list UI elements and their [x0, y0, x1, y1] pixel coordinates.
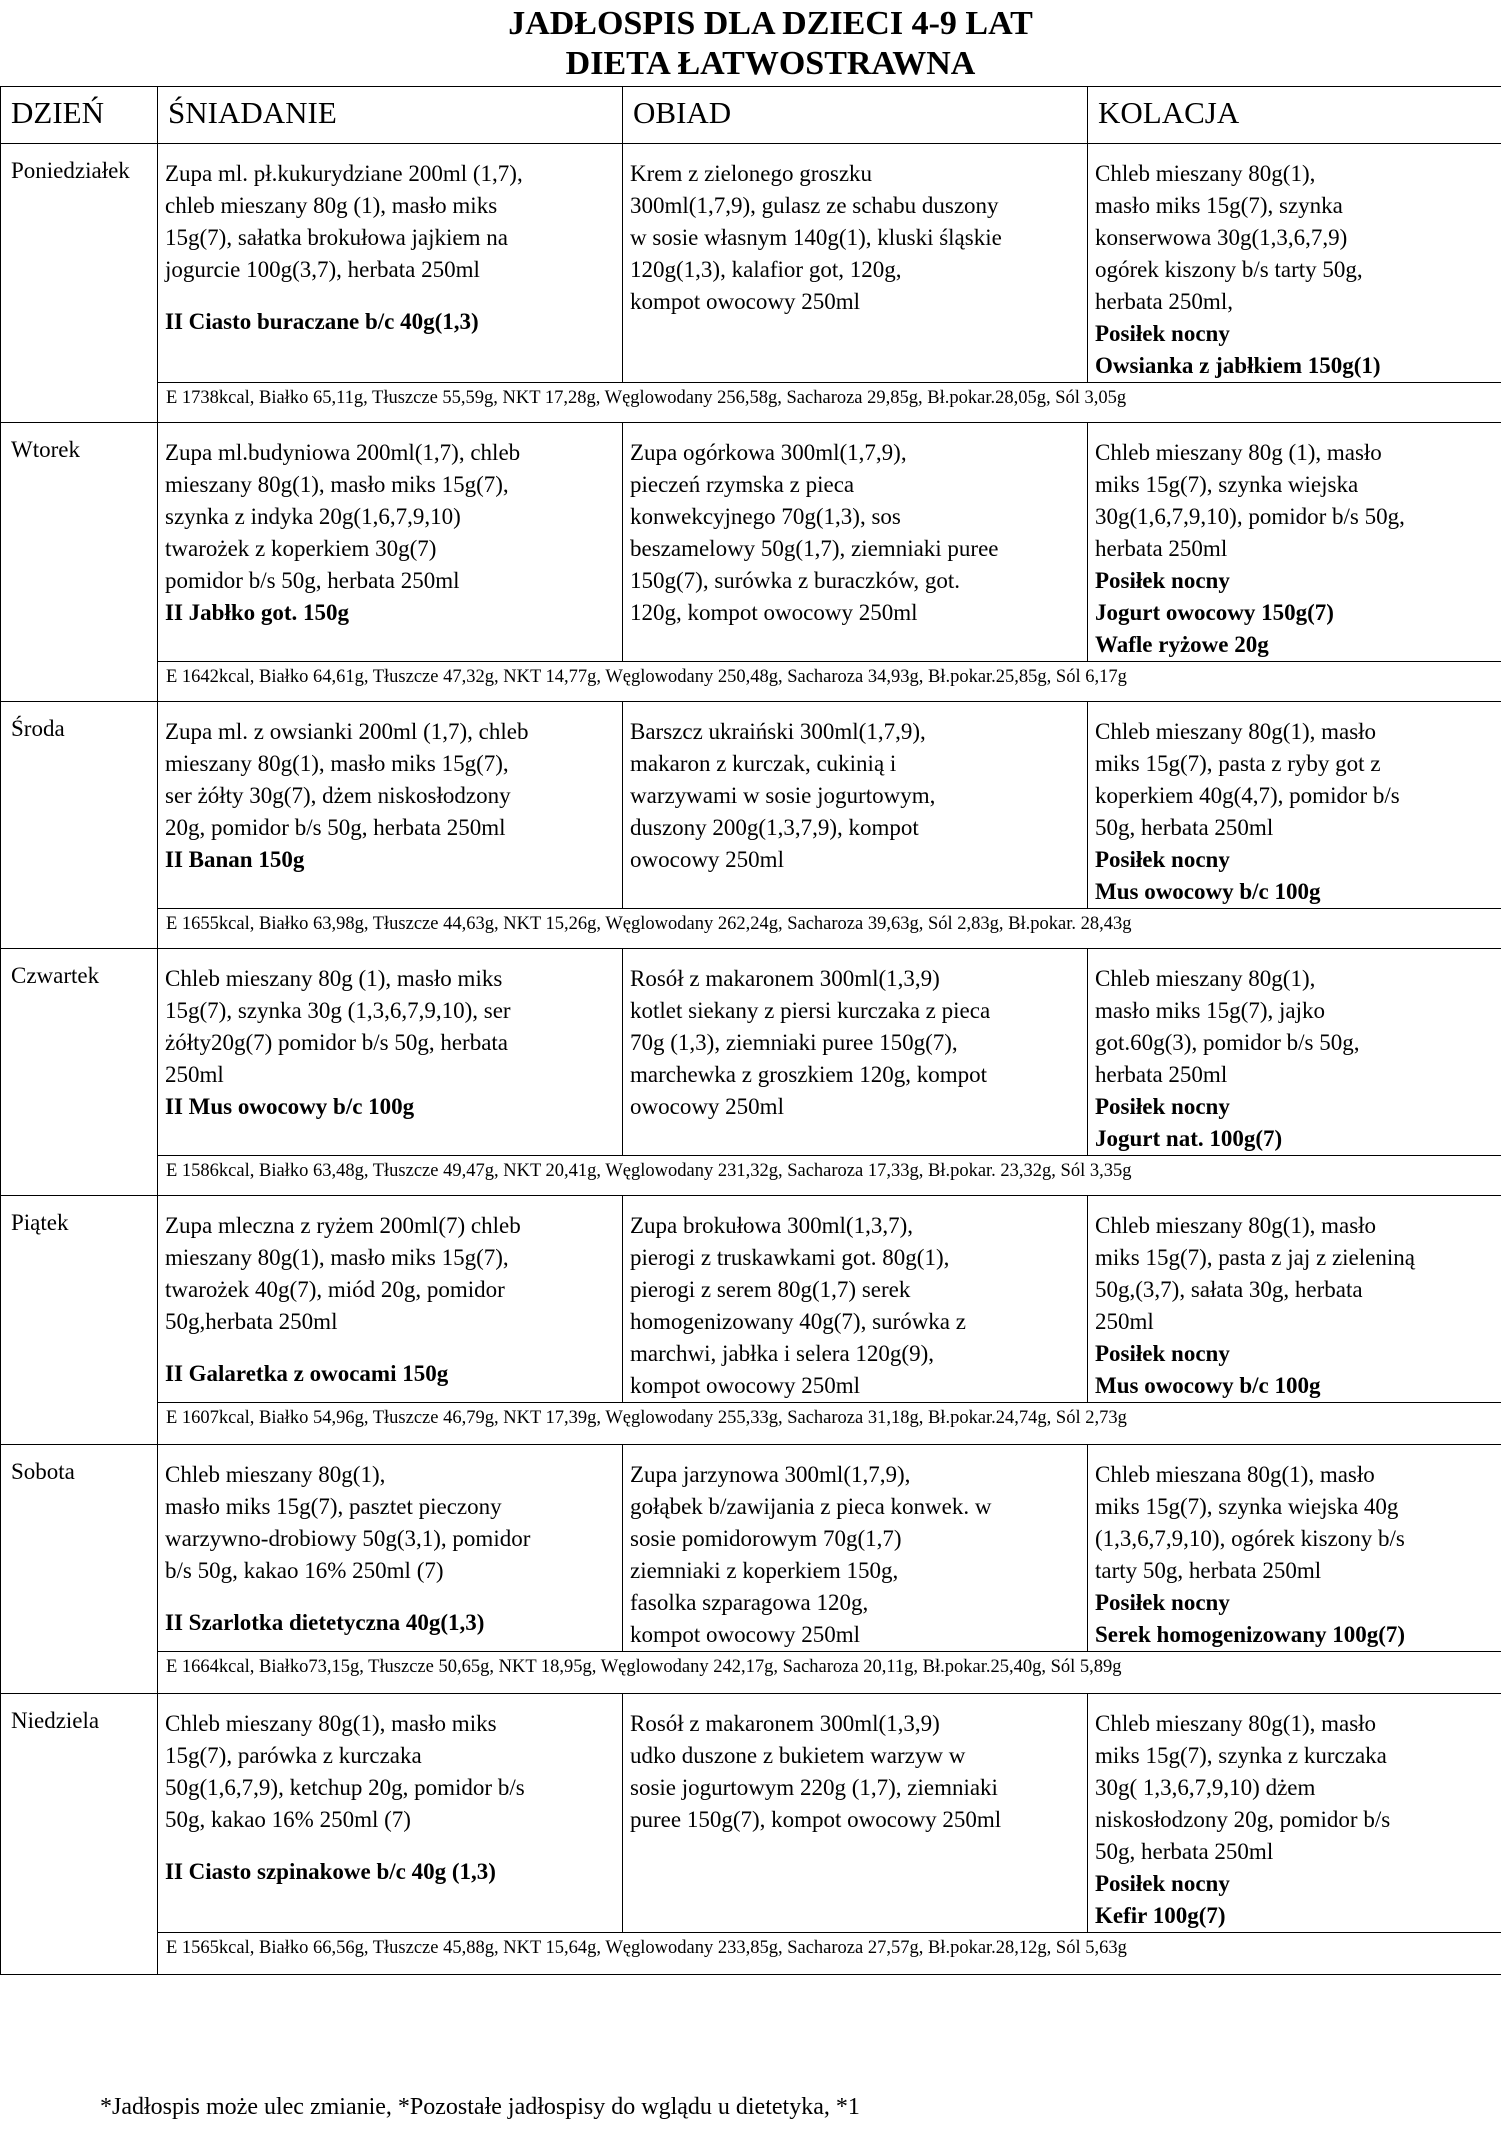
cell-lunch	[623, 144, 1088, 383]
lunch-line: duszony 200g(1,3,7,9), kompot	[630, 815, 919, 840]
cell-breakfast	[158, 423, 623, 662]
lunch-line: 120g(1,3), kalafior got, 120g,	[630, 257, 902, 282]
nutrition-summary: E 1586kcal, Białko 63,48g, Tłuszcze 49,47g, NKT 20,41g, Węglowodany 231,32g, Sacharoza 17,33g, Bł.pokar. 23,32g, Sól 3,35g	[158, 1156, 1501, 1196]
day-name: Sobota	[1, 1445, 158, 1694]
dinner-line: masło miks 15g(7), szynka	[1095, 193, 1343, 218]
cell-lunch	[623, 1445, 1088, 1652]
dinner-line: miks 15g(7), szynka z kurczaka	[1095, 1743, 1387, 1768]
breakfast-line: Zupa ml.budyniowa 200ml(1,7), chleb	[165, 440, 521, 465]
cell-breakfast	[158, 702, 623, 909]
dinner-line: miks 15g(7), szynka wiejska 40g	[1095, 1494, 1399, 1519]
cell-lunch	[623, 423, 1088, 662]
breakfast-line: b/s 50g, kakao 16% 250ml (7)	[165, 1558, 444, 1583]
lunch-line: puree 150g(7), kompot owocowy 250ml	[630, 1807, 1002, 1832]
breakfast-line: 15g(7), szynka 30g (1,3,6,7,9,10), ser	[165, 998, 511, 1023]
lunch-line: pierogi z serem 80g(1,7) serek	[630, 1277, 911, 1302]
cell-dinner	[1088, 949, 1501, 1156]
dinner-line: konserwowa 30g(1,3,6,7,9)	[1095, 225, 1348, 250]
breakfast-line: pomidor b/s 50g, herbata 250ml	[165, 568, 460, 593]
dinner-line: niskosłodzony 20g, pomidor b/s	[1095, 1807, 1391, 1832]
dinner-line: herbata 250ml,	[1095, 289, 1233, 314]
day-row	[1, 702, 1501, 909]
summary-row	[1, 1933, 1501, 1975]
lunch-line: owocowy 250ml	[630, 1094, 784, 1119]
cell-dinner	[1088, 423, 1501, 662]
lunch-line: ziemniaki z koperkiem 150g,	[630, 1558, 899, 1583]
lunch-line: kotlet siekany z piersi kurczaka z pieca	[630, 998, 991, 1023]
dinner-highlight: Posiłek nocny	[1095, 1341, 1230, 1366]
dinner-line: Chleb mieszana 80g(1), masło	[1095, 1462, 1375, 1487]
cell-lunch	[623, 949, 1088, 1156]
breakfast-line: twarożek 40g(7), miód 20g, pomidor	[165, 1277, 505, 1302]
cell-lunch	[623, 702, 1088, 909]
day-row	[1, 1445, 1501, 1652]
lunch-line: 120g, kompot owocowy 250ml	[630, 600, 918, 625]
day-row	[1, 1196, 1501, 1403]
lunch-line: kompot owocowy 250ml	[630, 1622, 860, 1647]
breakfast-line: mieszany 80g(1), masło miks 15g(7),	[165, 751, 509, 776]
breakfast-line: twarożek z koperkiem 30g(7)	[165, 536, 437, 561]
breakfast-line: 50g,herbata 250ml	[165, 1309, 338, 1334]
breakfast-line: masło miks 15g(7), pasztet pieczony	[165, 1494, 502, 1519]
header-day: DZIEŃ	[1, 87, 158, 144]
dinner-highlight: Mus owocowy b/c 100g	[1095, 1373, 1321, 1398]
dinner-line: herbata 250ml	[1095, 536, 1228, 561]
breakfast-line: Zupa mleczna z ryżem 200ml(7) chleb	[165, 1213, 521, 1238]
spacer	[165, 1836, 616, 1856]
dinner-line: Chleb mieszany 80g(1), masło	[1095, 1711, 1377, 1736]
nutrition-summary: E 1664kcal, Białko73,15g, Tłuszcze 50,65g, NKT 18,95g, Węglowodany 242,17g, Sacharoza 20,11g, Bł.pokar.25,40g, Sól 5,89g	[158, 1652, 1501, 1694]
summary-row	[1, 1156, 1501, 1196]
breakfast-line: 15g(7), parówka z kurczaka	[165, 1743, 422, 1768]
nutrition-summary: E 1565kcal, Białko 66,56g, Tłuszcze 45,88g, NKT 15,64g, Węglowodany 233,85g, Sacharoza 27,57g, Bł.pokar.28,12g, Sól 5,63g	[158, 1933, 1501, 1975]
dinner-line: masło miks 15g(7), jajko	[1095, 998, 1325, 1023]
breakfast-line: żółty20g(7) pomidor b/s 50g, herbata	[165, 1030, 509, 1055]
lunch-line: makaron z kurczak, cukinią i	[630, 751, 897, 776]
cell-dinner	[1088, 1694, 1501, 1933]
dinner-line: koperkiem 40g(4,7), pomidor b/s	[1095, 783, 1400, 808]
lunch-line: sosie pomidorowym 70g(1,7)	[630, 1526, 902, 1551]
lunch-line: homogenizowany 40g(7), surówka z	[630, 1309, 966, 1334]
lunch-line: Zupa ogórkowa 300ml(1,7,9),	[630, 440, 907, 465]
cell-dinner	[1088, 1445, 1501, 1652]
breakfast-line: 15g(7), sałatka brokułowa jajkiem na	[165, 225, 508, 250]
header-dinner: KOLACJA	[1088, 87, 1501, 144]
dinner-line: 50g,(3,7), sałata 30g, herbata	[1095, 1277, 1363, 1302]
dinner-highlight: Serek homogenizowany 100g(7)	[1095, 1622, 1406, 1647]
breakfast-line: warzywno-drobiowy 50g(3,1), pomidor	[165, 1526, 531, 1551]
lunch-line: kompot owocowy 250ml	[630, 1373, 860, 1398]
day-name: Piątek	[1, 1196, 158, 1445]
dinner-line: miks 15g(7), szynka wiejska	[1095, 472, 1359, 497]
lunch-line: konwekcyjnego 70g(1,3), sos	[630, 504, 901, 529]
cell-breakfast	[158, 1445, 623, 1652]
spacer	[165, 1587, 616, 1607]
breakfast-line: jogurcie 100g(3,7), herbata 250ml	[165, 257, 480, 282]
cell-lunch	[623, 1196, 1088, 1403]
dinner-line: herbata 250ml	[1095, 1062, 1228, 1087]
lunch-line: Rosół z makaronem 300ml(1,3,9)	[630, 966, 940, 991]
dinner-highlight: Kefir 100g(7)	[1095, 1903, 1226, 1928]
nutrition-summary: E 1642kcal, Białko 64,61g, Tłuszcze 47,32g, NKT 14,77g, Węglowodany 250,48g, Sacharoza 34,93g, Bł.pokar.25,85g, Sól 6,17g	[158, 662, 1501, 702]
day-name: Środa	[1, 702, 158, 949]
breakfast-line: Zupa ml. z owsianki 200ml (1,7), chleb	[165, 719, 529, 744]
breakfast-highlight: II Ciasto szpinakowe b/c 40g (1,3)	[165, 1859, 496, 1884]
lunch-line: udko duszone z bukietem warzyw w	[630, 1743, 966, 1768]
menu-title: JADŁOSPIS DLA DZIECI 4-9 LAT	[508, 5, 1033, 42]
lunch-line: pierogi z truskawkami got. 80g(1),	[630, 1245, 950, 1270]
day-row	[1, 144, 1501, 383]
lunch-line: 70g (1,3), ziemniaki puree 150g(7),	[630, 1030, 958, 1055]
summary-row	[1, 1652, 1501, 1694]
breakfast-line: Chleb mieszany 80g (1), masło miks	[165, 966, 503, 991]
dinner-highlight: Jogurt nat. 100g(7)	[1095, 1126, 1283, 1151]
breakfast-highlight: II Jabłko got. 150g	[165, 600, 350, 625]
breakfast-line: szynka z indyka 20g(1,6,7,9,10)	[165, 504, 461, 529]
dinner-line: Chleb mieszany 80g(1), masło	[1095, 1213, 1377, 1238]
dinner-highlight: Owsianka z jabłkiem 150g(1)	[1095, 353, 1381, 378]
lunch-line: Krem z zielonego groszku	[630, 161, 873, 186]
breakfast-line: mieszany 80g(1), masło miks 15g(7),	[165, 1245, 509, 1270]
breakfast-line: mieszany 80g(1), masło miks 15g(7),	[165, 472, 509, 497]
lunch-line: Barszcz ukraiński 300ml(1,7,9),	[630, 719, 926, 744]
day-name: Czwartek	[1, 949, 158, 1196]
dinner-highlight: Jogurt owocowy 150g(7)	[1095, 600, 1334, 625]
day-row	[1, 1694, 1501, 1933]
lunch-line: owocowy 250ml	[630, 847, 784, 872]
day-row	[1, 949, 1501, 1156]
breakfast-line: 50g, kakao 16% 250ml (7)	[165, 1807, 411, 1832]
breakfast-line: ser żółty 30g(7), dżem niskosłodzony	[165, 783, 511, 808]
lunch-line: gołąbek b/zawijania z pieca konwek. w	[630, 1494, 992, 1519]
breakfast-line: 20g, pomidor b/s 50g, herbata 250ml	[165, 815, 506, 840]
dinner-line: 30g(1,6,7,9,10), pomidor b/s 50g,	[1095, 504, 1405, 529]
lunch-line: beszamelowy 50g(1,7), ziemniaki puree	[630, 536, 999, 561]
lunch-line: Zupa jarzynowa 300ml(1,7,9),	[630, 1462, 911, 1487]
dinner-highlight: Posiłek nocny	[1095, 1094, 1230, 1119]
dinner-highlight: Posiłek nocny	[1095, 1871, 1230, 1896]
breakfast-line: Zupa ml. pł.kukurydziane 200ml (1,7),	[165, 161, 523, 186]
lunch-line: pieczeń rzymska z pieca	[630, 472, 855, 497]
day-name: Poniedziałek	[1, 144, 158, 423]
dinner-line: 50g, herbata 250ml	[1095, 1839, 1274, 1864]
cell-dinner	[1088, 702, 1501, 909]
day-row	[1, 423, 1501, 662]
breakfast-line: Chleb mieszany 80g(1), masło miks	[165, 1711, 497, 1736]
nutrition-summary: E 1607kcal, Białko 54,96g, Tłuszcze 46,79g, NKT 17,39g, Węglowodany 255,33g, Sacharoza 31,18g, Bł.pokar.24,74g, Sól 2,73g	[158, 1403, 1501, 1445]
lunch-line: marchewka z groszkiem 120g, kompot	[630, 1062, 988, 1087]
lunch-line: kompot owocowy 250ml	[630, 289, 860, 314]
lunch-line: fasolka szparagowa 120g,	[630, 1590, 869, 1615]
lunch-line: Rosół z makaronem 300ml(1,3,9)	[630, 1711, 940, 1736]
dinner-highlight: Mus owocowy b/c 100g	[1095, 879, 1321, 904]
dinner-line: Chleb mieszany 80g(1),	[1095, 161, 1316, 186]
dinner-highlight: Posiłek nocny	[1095, 847, 1230, 872]
breakfast-line: Chleb mieszany 80g(1),	[165, 1462, 386, 1487]
summary-row	[1, 909, 1501, 949]
dinner-line: Chleb mieszany 80g (1), masło	[1095, 440, 1382, 465]
dinner-highlight: Posiłek nocny	[1095, 1590, 1230, 1615]
cell-lunch	[623, 1694, 1088, 1933]
lunch-line: marchwi, jabłka i selera 120g(9),	[630, 1341, 934, 1366]
dinner-line: miks 15g(7), pasta z ryby got z	[1095, 751, 1381, 776]
dinner-line: 30g( 1,3,6,7,9,10) dżem	[1095, 1775, 1316, 1800]
breakfast-highlight: II Szarlotka dietetyczna 40g(1,3)	[165, 1610, 485, 1635]
breakfast-highlight: II Mus owocowy b/c 100g	[165, 1094, 415, 1119]
header-lunch: OBIAD	[623, 87, 1088, 144]
cell-breakfast	[158, 144, 623, 383]
breakfast-line: 250ml	[165, 1062, 224, 1087]
summary-row	[1, 1403, 1501, 1445]
dinner-line: Chleb mieszany 80g(1),	[1095, 966, 1316, 991]
breakfast-highlight: II Banan 150g	[165, 847, 305, 872]
dinner-line: 50g, herbata 250ml	[1095, 815, 1274, 840]
summary-row	[1, 383, 1501, 423]
breakfast-line: chleb mieszany 80g (1), masło miks	[165, 193, 498, 218]
dinner-line: miks 15g(7), pasta z jaj z zieleniną	[1095, 1245, 1415, 1270]
cell-dinner	[1088, 1196, 1501, 1403]
dinner-highlight: Wafle ryżowe 20g	[1095, 632, 1269, 657]
lunch-line: warzywami w sosie jogurtowym,	[630, 783, 936, 808]
dinner-line: got.60g(3), pomidor b/s 50g,	[1095, 1030, 1360, 1055]
cell-breakfast	[158, 949, 623, 1156]
nutrition-summary: E 1738kcal, Białko 65,11g, Tłuszcze 55,59g, NKT 17,28g, Węglowodany 256,58g, Sacharoza 29,85g, Bł.pokar.28,05g, Sól 3,05g	[158, 383, 1501, 423]
lunch-line: w sosie własnym 140g(1), kluski śląskie	[630, 225, 1002, 250]
lunch-line: sosie jogurtowym 220g (1,7), ziemniaki	[630, 1775, 998, 1800]
dinner-highlight: Posiłek nocny	[1095, 568, 1230, 593]
nutrition-summary: E 1655kcal, Białko 63,98g, Tłuszcze 44,63g, NKT 15,26g, Węglowodany 262,24g, Sacharoza 39,63g, Sól 2,83g, Bł.pokar. 28,43g	[158, 909, 1501, 949]
cell-breakfast	[158, 1694, 623, 1933]
dinner-line: 250ml	[1095, 1309, 1154, 1334]
lunch-line: 150g(7), surówka z buraczków, got.	[630, 568, 960, 593]
day-name: Niedziela	[1, 1694, 158, 1975]
dinner-highlight: Posiłek nocny	[1095, 321, 1230, 346]
cell-breakfast	[158, 1196, 623, 1403]
dinner-line: tarty 50g, herbata 250ml	[1095, 1558, 1322, 1583]
day-name: Wtorek	[1, 423, 158, 702]
spacer	[165, 1338, 616, 1358]
dinner-line: Chleb mieszany 80g(1), masło	[1095, 719, 1377, 744]
menu-table	[0, 86, 1501, 1975]
dinner-line: ogórek kiszony b/s tarty 50g,	[1095, 257, 1363, 282]
spacer	[165, 286, 616, 306]
menu-subtitle: DIETA ŁATWOSTRAWNA	[565, 45, 976, 82]
cell-dinner	[1088, 144, 1501, 383]
header-breakfast: ŚNIADANIE	[158, 87, 623, 144]
breakfast-highlight: II Ciasto buraczane b/c 40g(1,3)	[165, 309, 479, 334]
breakfast-line: 50g(1,6,7,9), ketchup 20g, pomidor b/s	[165, 1775, 525, 1800]
dinner-line: (1,3,6,7,9,10), ogórek kiszony b/s	[1095, 1526, 1405, 1551]
summary-row	[1, 662, 1501, 702]
breakfast-highlight: II Galaretka z owocami 150g	[165, 1361, 449, 1386]
lunch-line: 300ml(1,7,9), gulasz ze schabu duszony	[630, 193, 999, 218]
footer-note: *Jadłospis może ulec zmianie, *Pozostałe jadłospisy do wglądu u dietetyka, *1	[100, 2094, 860, 2120]
lunch-line: Zupa brokułowa 300ml(1,3,7),	[630, 1213, 913, 1238]
header-row	[1, 87, 1501, 144]
